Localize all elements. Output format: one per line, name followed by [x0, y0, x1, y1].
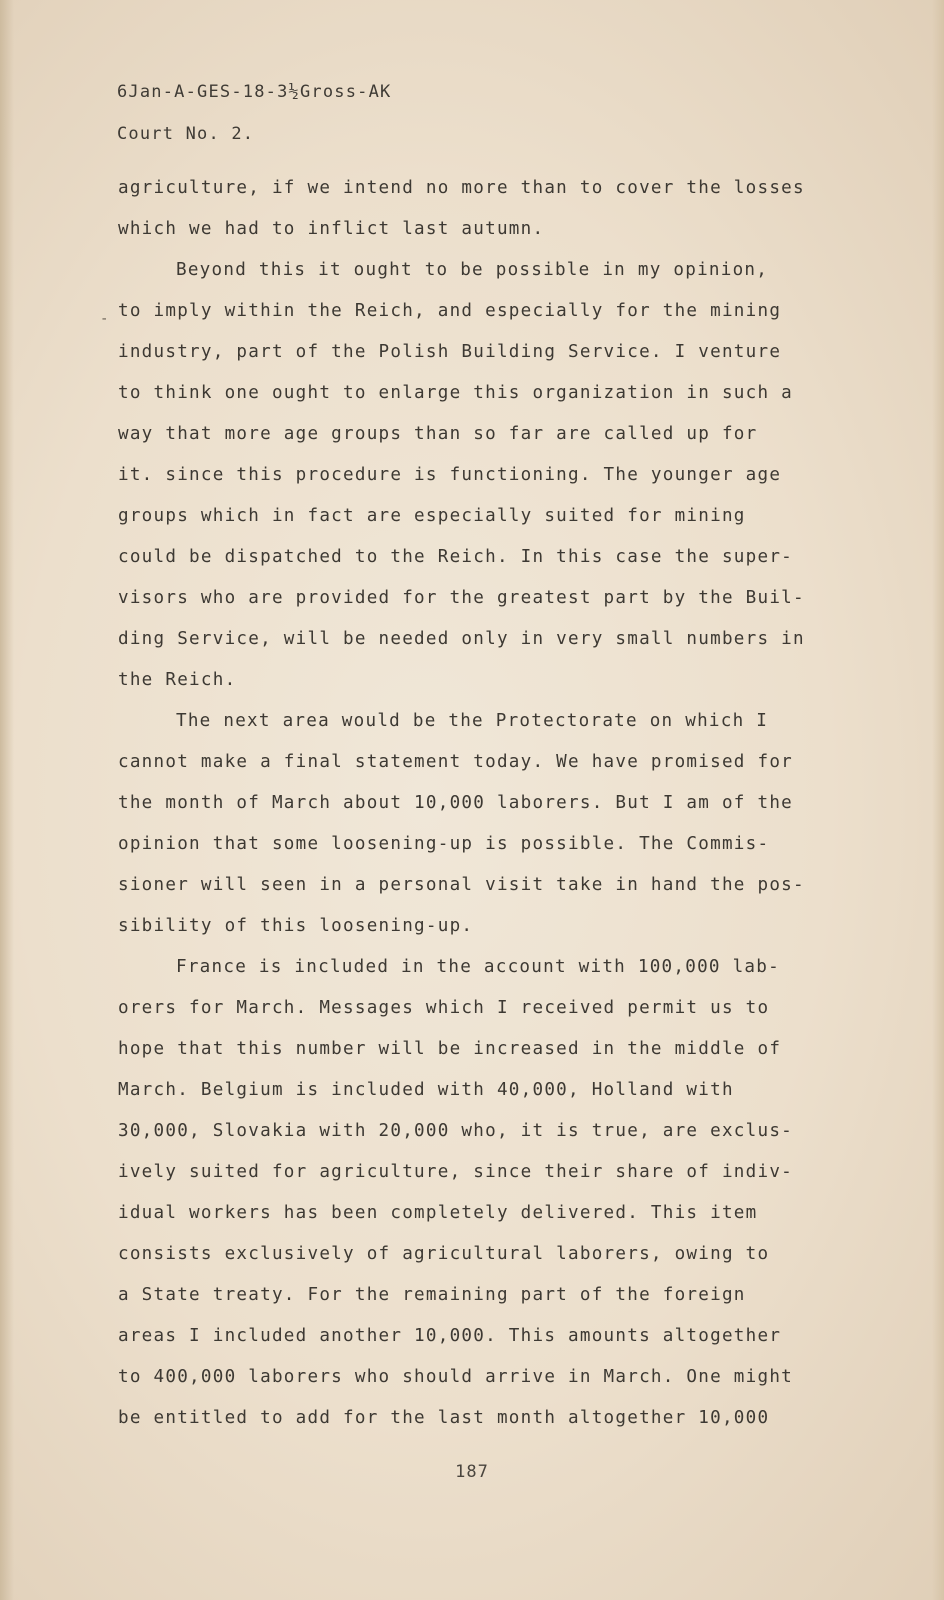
text-line: idual workers has been completely delivered. This item	[118, 1203, 758, 1223]
text-line: groups which in fact are especially suited for mining	[118, 506, 746, 526]
text-line: agriculture, if we intend no more than to cover the losses	[118, 178, 805, 198]
text-line: Beyond this it ought to be possible in my opinion,	[176, 260, 769, 280]
text-line: industry, part of the Polish Building Service. I venture	[118, 342, 782, 362]
paper-edge-left	[0, 0, 14, 1600]
text-line: way that more age groups than so far are called up for	[118, 424, 758, 444]
text-line: March. Belgium is included with 40,000, Holland with	[118, 1080, 734, 1100]
text-line: could be dispatched to the Reich. In this case the super-	[118, 547, 794, 567]
text-line: France is included in the account with 100,000 lab-	[176, 957, 780, 977]
margin-dash-mark: -	[100, 311, 109, 327]
text-line: hope that this number will be increased in the middle of	[118, 1039, 782, 1059]
text-line: the month of March about 10,000 laborers. But I am of the	[118, 793, 794, 813]
text-line: The next area would be the Protectorate on which I	[176, 711, 769, 731]
text-line: ding Service, will be needed only in very small numbers in	[118, 629, 805, 649]
text-line: be entitled to add for the last month altogether 10,000	[118, 1408, 770, 1428]
text-line: orers for March. Messages which I received permit us to	[118, 998, 770, 1018]
text-line: sioner will seen in a personal visit take in hand the pos-	[118, 875, 805, 895]
text-line: which we had to inflict last autumn.	[118, 219, 545, 239]
court-number: Court No. 2.	[117, 124, 255, 144]
text-line: to think one ought to enlarge this organization in such a	[118, 383, 794, 403]
text-line: visors who are provided for the greatest part by the Buil-	[118, 588, 805, 608]
text-line: areas I included another 10,000. This amounts altogether	[118, 1326, 782, 1346]
page-number: 187	[455, 1462, 489, 1482]
paper-edge-right	[932, 0, 944, 1600]
text-line: opinion that some loosening-up is possible. The Commis-	[118, 834, 770, 854]
text-line: ively suited for agriculture, since their share of indiv-	[118, 1162, 794, 1182]
text-line: cannot make a final statement today. We have promised for	[118, 752, 794, 772]
text-line: 30,000, Slovakia with 20,000 who, it is true, are exclus-	[118, 1121, 794, 1141]
text-line: a State treaty. For the remaining part of the foreign	[118, 1285, 746, 1305]
text-line: consists exclusively of agricultural laborers, owing to	[118, 1244, 770, 1264]
text-line: to 400,000 laborers who should arrive in March. One might	[118, 1367, 794, 1387]
document-reference: 6Jan-A-GES-18-3½Gross-AK	[117, 82, 392, 102]
text-line: to imply within the Reich, and especially for the mining	[118, 301, 782, 321]
text-line: sibility of this loosening-up.	[118, 916, 474, 936]
text-line: it. since this procedure is functioning. The younger age	[118, 465, 782, 485]
text-line: the Reich.	[118, 670, 237, 690]
